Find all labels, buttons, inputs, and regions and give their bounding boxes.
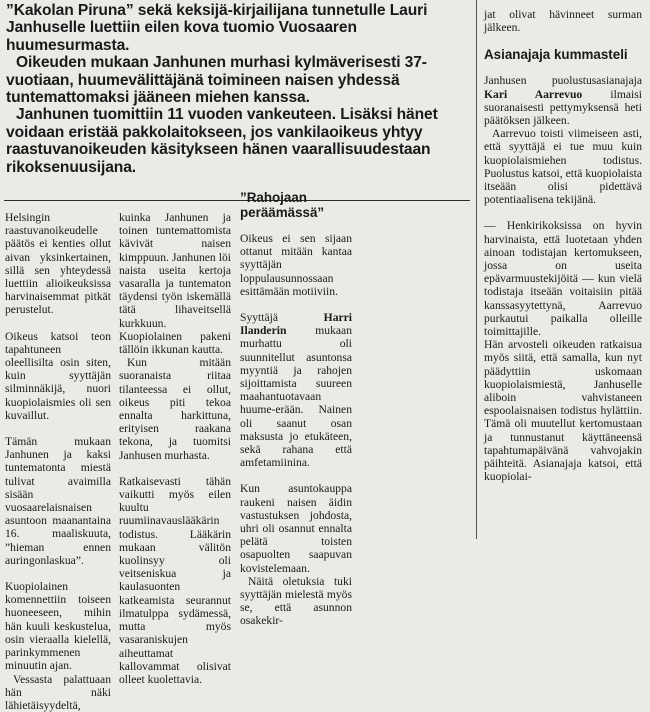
subheading: Asianajaja kummasteli	[484, 47, 642, 62]
column-divider	[476, 0, 477, 539]
subheading: ”Rahojaan peräämässä”	[240, 190, 352, 220]
body-paragraph: Oikeus katsoi teon tapahtuneen oleellisilta osin siten, kuin syyttäjän silminnäkijä, nuori kuopiolaismies oli sen kuvaillut.	[5, 330, 111, 422]
lead-paragraph: Janhunen tuomittiin 11 vuoden vankeuteen. Lisäksi hänet voidaan eristää pakkolaitokseen, jos vankilaoikeus yhtyy raastuvanoikeuden käsitykseen hänen vaarallisuudestaan rikoksenuusijana.	[6, 106, 468, 176]
body-column-1	[5, 211, 111, 712]
article-lead	[6, 2, 468, 176]
body-paragraph: Kun asuntokauppa raukeni naisen äidin vastustuksen johdosta, uhri oli osannut ennalta pelätä toisten osapuolten saapuvan kovistelemaan.	[240, 482, 352, 574]
body-paragraph: jat olivat hävinneet surman jälkeen.	[484, 8, 642, 34]
body-paragraph: Tämän mukaan Janhunen ja kaksi tuntematonta miestä tulivat avaimilla sisään vuosaarelaisnaisen asuntoon maanantaina 16. maaliskuuta, ”hieman ennen auringonlaskua”.	[5, 435, 111, 567]
body-column-4	[484, 8, 642, 484]
body-paragraph: Vessasta palattuaan hän näki lähietäisyydeltä,	[5, 673, 111, 712]
body-paragraph	[240, 311, 352, 469]
body-paragraph: kuinka Janhunen ja toinen tuntemattomista kävivät naisen kimppuun. Janhunen löi naista useita kertoja vasaralla ja tuntematon täydensi työn iskemällä tätä lihaveitsellä kurkkuun. Kuopiolainen pakeni tällöin ikkunan kautta.	[119, 211, 231, 356]
text-run: mukaan murhattu oli suunnitellut asuntonsa myyntiä ja rahojen sijoittamista suureen maahantuotavaan huume-erään. Nainen oli saanut osan maksusta jo etukäteen, sekä rahana että amfetamiinina.	[240, 324, 352, 469]
person-name: Harri Ilanderin	[240, 311, 352, 337]
body-paragraph: Näitä oletuksia tuki syyttäjän mielestä myös se, että asunnon osakekir-	[240, 575, 352, 628]
text-run: ilmaisi suoranaisesti pettymyksensä heti päätöksen jälkeen.	[484, 88, 642, 127]
text-run: Janhusen puolustusasianajaja	[484, 74, 642, 87]
text-run: Syyttäjä	[240, 311, 324, 324]
body-paragraph: Kun mitään suoranaista riitaa tilanteessa ei ollut, oikeus piti tekoa ennalta harkittuna, erityisen raakana tekona, ja tuomitsi Janhusen murhasta.	[119, 356, 231, 462]
body-paragraph: Ratkaisevasti tähän vaikutti myös eilen kuultu ruumiinavauslääkärin todistus. Lääkärin mukaan välitön kuolinsyy oli veitseniskua ja kaulasuonten katkeamista seurannut ilmatulppa sydämessä, mutta myös vasaraniskujen aiheuttamat kallovammat olisivat olleet kuolettavia.	[119, 475, 231, 686]
body-paragraph: Kuopiolainen komennettiin toiseen huoneeseen, mihin hän kuuli keskustelua, osin vieraalla kielellä, parinkymmenen minuutin ajan.	[5, 580, 111, 672]
lead-paragraph: Oikeuden mukaan Janhunen murhasi kylmäverisesti 37-vuotiaan, huumevälittäjänä toimineen naisen yhdessä tuntemattomaksi jääneen miehen kanssa.	[6, 54, 468, 106]
body-paragraph: Aarrevuo toisti viimeiseen asti, että syyttäjä ei tue muu kuin kuopiolaismiehen todistus. Puolustus katsoi, että kuopiolaista itseään olisi pidettävä potentiaalisena tekijänä.	[484, 127, 642, 206]
body-paragraph: — Henkirikoksissa on hyvin harvinaista, että luotetaan yhden ainoan todistajan kertomukseen, jossa on useita epävarmuustekijöitä — kun vielä todistaja itseään voitaisiin pitää kanssasyytettynä, Aarrevuo purkautui paikalla olleille toimittajille.	[484, 219, 642, 338]
person-name: Kari Aarrevuo	[484, 88, 582, 101]
body-paragraph: Oikeus ei sen sijaan ottanut mitään kantaa syyttäjän loppulausunnossaan esittämään motiiviin.	[240, 232, 352, 298]
body-column-2	[119, 211, 231, 686]
lead-paragraph: ”Kakolan Piruna” sekä keksijä-kirjailijana tunnetulle Lauri Janhuselle luettiin eilen kova tuomio Vuosaaren huumesurmasta.	[6, 2, 468, 54]
body-paragraph: Helsingin raastuvanoikeudelle päätös ei kenties ollut aivan yksinkertainen, sillä sen yhteydessä luettiin alioikeuksissa harvinaisemmat pitkät perustelut.	[5, 211, 111, 317]
body-column-3	[240, 190, 352, 628]
body-paragraph: Hän arvosteli oikeuden ratkaisua myös siitä, että samalla, kun nyt päädyttiin uskomaan kuopiolaismiestä, Janhuselle aliboin vahvistaneen espoolaisnaisen todistus hylättiin. Tämä oli muutellut kertomustaan ja tunnustanut käyttäneensä tapahtumapäivänä vahvojakin päihteitä. Asianajaja katsoi, että kuopiolai-	[484, 338, 642, 483]
body-paragraph	[484, 74, 642, 127]
horizontal-divider	[4, 200, 470, 201]
